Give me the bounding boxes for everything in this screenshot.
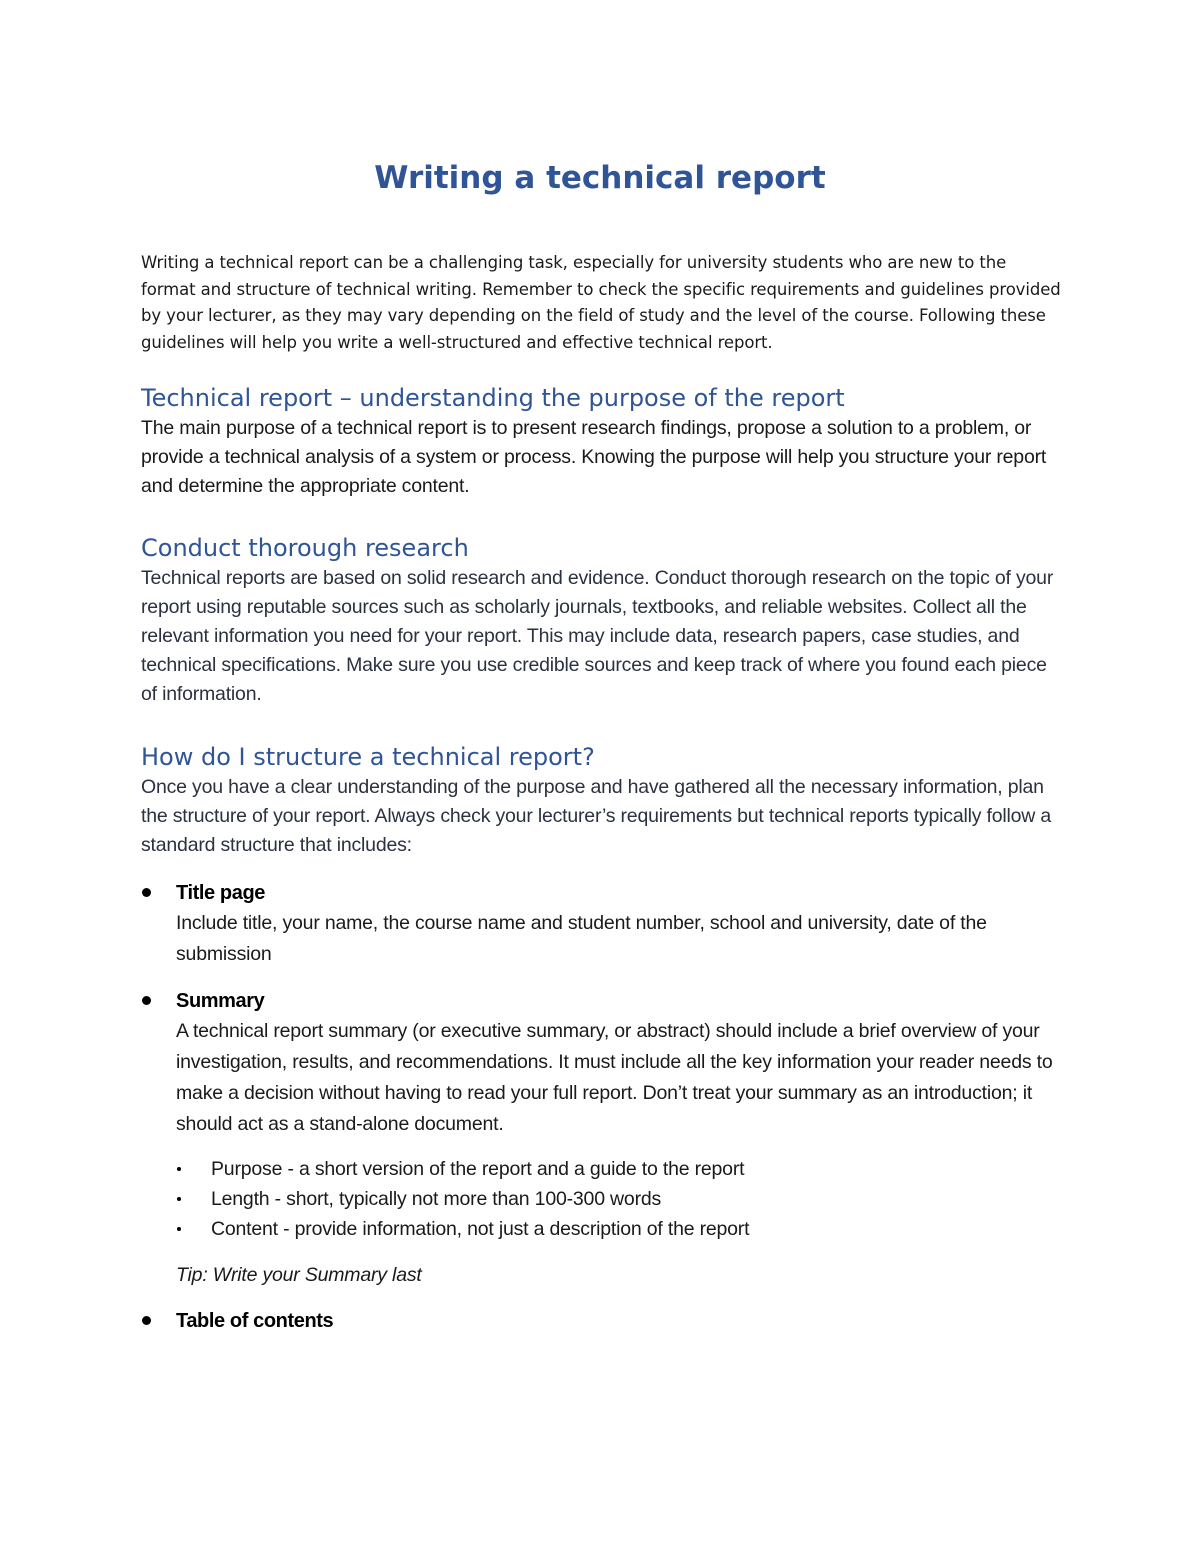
sub-list-item	[176, 1154, 1061, 1184]
section-heading-structure: How do I structure a technical report?	[141, 743, 595, 771]
section-heading-research: Conduct thorough research	[141, 534, 469, 562]
section-body-structure: Once you have a clear understanding of the purpose and have gathered all the necessary information, plan the structure of your report. Always check your lecturer’s requirements but technical reports typically follow a standard structure that includes:	[141, 776, 1052, 856]
sub-list-item-text: Length - short, typically not more than 100-300 words	[211, 1188, 662, 1210]
list-item-description: Include title, your name, the course name and student number, school and university, date of the submission	[176, 912, 987, 965]
sub-list-item-text: Purpose - a short version of the report and a guide to the report	[211, 1158, 745, 1180]
section-heading-purpose: Technical report – understanding the purpose of the report	[141, 384, 845, 412]
small-bullet-icon	[177, 1227, 181, 1231]
section-body-research: Technical reports are based on solid research and evidence. Conduct thorough research on the topic of your report using reputable sources such as scholarly journals, textbooks, and reliable websites. Collect all the relevant information you need for your report. This may include data, research papers, case studies, and technical specifications. Make sure you use credible sources and keep track of where you found each piece of information.	[141, 567, 1054, 705]
document-title: Writing a technical report	[374, 160, 826, 196]
list-item-title: Summary	[176, 990, 265, 1012]
sub-list-item-text: Content - provide information, not just a description of the report	[211, 1218, 750, 1240]
list-item-title: Title page	[176, 882, 265, 904]
summary-tip: Tip: Write your Summary last	[176, 1264, 422, 1286]
list-item-summary	[141, 986, 1061, 1290]
summary-sub-list	[176, 1154, 1061, 1244]
bullet-icon	[142, 888, 151, 897]
section-body-purpose: The main purpose of a technical report is to present research findings, propose a solution to a problem, or provide a technical analysis of a system or process. Knowing the purpose will help you structure your report and determine the appropriate content.	[141, 417, 1047, 497]
list-item-title: Table of contents	[176, 1310, 334, 1332]
list-item-description: A technical report summary (or executive summary, or abstract) should include a brief overview of your investigation, results, and recommendations. It must include all the key information your reader needs to make a decision without having to read your full report. Don’t treat your summary as an introduction; it should act as a stand-alone document.	[176, 1020, 1053, 1135]
small-bullet-icon	[177, 1197, 181, 1201]
bullet-icon	[142, 1316, 151, 1325]
intro-paragraph: Writing a technical report can be a challenging task, especially for university students who are new to the format and structure of technical writing. Remember to check the specific requirements and guidelines provided by your lecturer, as they may vary depending on the field of study and the level of the course. Following these guidelines will help you write a well-structured and effective technical report.	[141, 253, 1061, 352]
list-item-title-page	[141, 878, 1061, 970]
bullet-icon	[142, 996, 151, 1005]
small-bullet-icon	[177, 1167, 181, 1171]
sub-list-item	[176, 1184, 1061, 1214]
structure-list	[141, 878, 1061, 1336]
document-content	[141, 250, 1061, 1352]
list-item-table-of-contents	[141, 1306, 1061, 1336]
sub-list-item	[176, 1214, 1061, 1244]
